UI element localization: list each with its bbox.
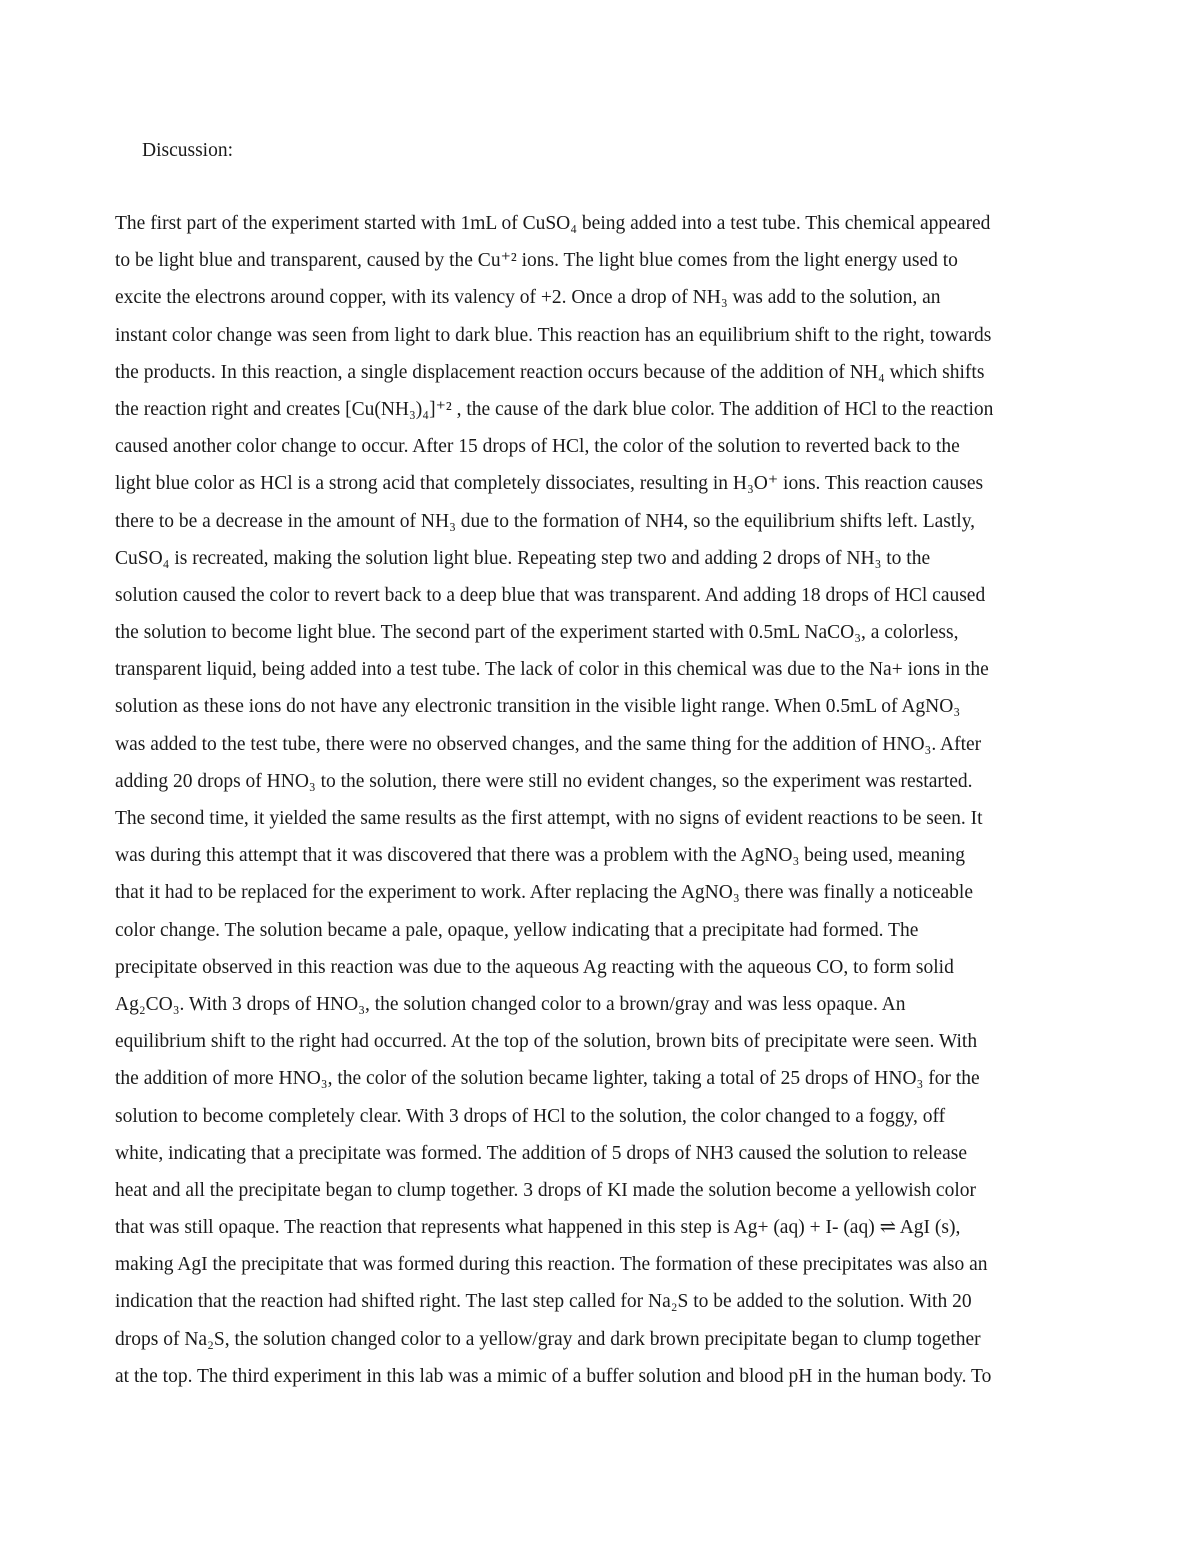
text-line: was during this attempt that it was discovered that there was a problem with the AgNO₃ being used, meaning [115,845,965,867]
body-paragraph [115,205,1095,1395]
text-line: The first part of the experiment started with 1mL of CuSO₄ being added into a test tube. This chemical appeared [115,213,991,234]
text-line: the solution to become light blue. The second part of the experiment started with 0.5mL NaCO₃, a colorless, [115,622,959,644]
text-line: light blue color as HCl is a strong acid that completely dissociates, resulting in H₃O⁺ ions. This reaction causes [115,473,984,495]
text-line: heat and all the precipitate began to clump together. 3 drops of KI made the solution become a yellowish color [115,1179,976,1201]
text-line: instant color change was seen from light to dark blue. This reaction has an equilibrium shift to the right, towards [115,324,992,346]
text-line: color change. The solution became a pale, opaque, yellow indicating that a precipitate had formed. The [115,919,919,941]
text-line: solution to become completely clear. With 3 drops of HCl to the solution, the color changed to a foggy, off [115,1105,946,1127]
text-line: equilibrium shift to the right had occurred. At the top of the solution, brown bits of precipitate were seen. With [115,1031,978,1053]
text-line: the reaction right and creates [Cu(NH₃)₄]⁺² , the cause of the dark blue color. The addition of HCl to the reaction [115,398,994,420]
text-line: solution as these ions do not have any electronic transition in the visible light range. When 0.5mL of AgNO₃ [115,696,961,718]
text-line: was added to the test tube, there were no observed changes, and the same thing for the addition of HNO₃. After [115,733,982,755]
text-line: CuSO₄ is recreated, making the solution light blue. Repeating step two and adding 2 drops of NH₃ to the [115,547,931,569]
text-line: to be light blue and transparent, caused by the Cu⁺² ions. The light blue comes from the light energy used to [115,250,958,272]
text-line: caused another color change to occur. After 15 drops of HCl, the color of the solution to reverted back to the [115,436,960,458]
text-line: making AgI the precipitate that was formed during this reaction. The formation of these precipitates was also an [115,1254,988,1276]
text-line: the addition of more HNO₃, the color of the solution became lighter, taking a total of 25 drops of HNO₃ for the [115,1068,980,1090]
text-line: The second time, it yielded the same results as the first attempt, with no signs of evident reactions to be seen. It [115,808,983,829]
section-heading: Discussion: [142,140,234,161]
text-line: that was still opaque. The reaction that represents what happened in this step is Ag+ (aq) + I- (aq) ⇌ AgI (s), [115,1217,961,1239]
text-line: the products. In this reaction, a single displacement reaction occurs because of the addition of NH₄ which shifts [115,361,985,383]
text-line: transparent liquid, being added into a test tube. The lack of color in this chemical was due to the Na+ ions in the [115,659,989,681]
text-line: excite the electrons around copper, with its valency of +2. Once a drop of NH₃ was add to the solution, an [115,287,941,309]
text-line: there to be a decrease in the amount of NH₃ due to the formation of NH4, so the equilibrium shifts left. Lastly, [115,510,976,532]
text-line: indication that the reaction had shifted right. The last step called for Na₂S to be added to the solution. With 20 [115,1291,972,1313]
text-line: drops of Na₂S, the solution changed color to a yellow/gray and dark brown precipitate began to clump together [115,1328,981,1350]
text-line: Ag₂CO₃. With 3 drops of HNO₃, the solution changed color to a brown/gray and was less opaque. An [115,993,906,1015]
text-line: adding 20 drops of HNO₃ to the solution, there were still no evident changes, so the experiment was restarted. [115,770,973,792]
text-line: at the top. The third experiment in this lab was a mimic of a buffer solution and blood pH in the human body. To [115,1365,992,1387]
text-line: precipitate observed in this reaction was due to the aqueous Ag reacting with the aqueous CO, to form solid [115,956,954,978]
text-line: solution caused the color to revert back to a deep blue that was transparent. And adding 18 drops of HCl caused [115,584,986,606]
text-line: white, indicating that a precipitate was formed. The addition of 5 drops of NH3 caused the solution to release [115,1142,967,1164]
text-line: that it had to be replaced for the experiment to work. After replacing the AgNO₃ there was finally a noticeable [115,882,973,904]
